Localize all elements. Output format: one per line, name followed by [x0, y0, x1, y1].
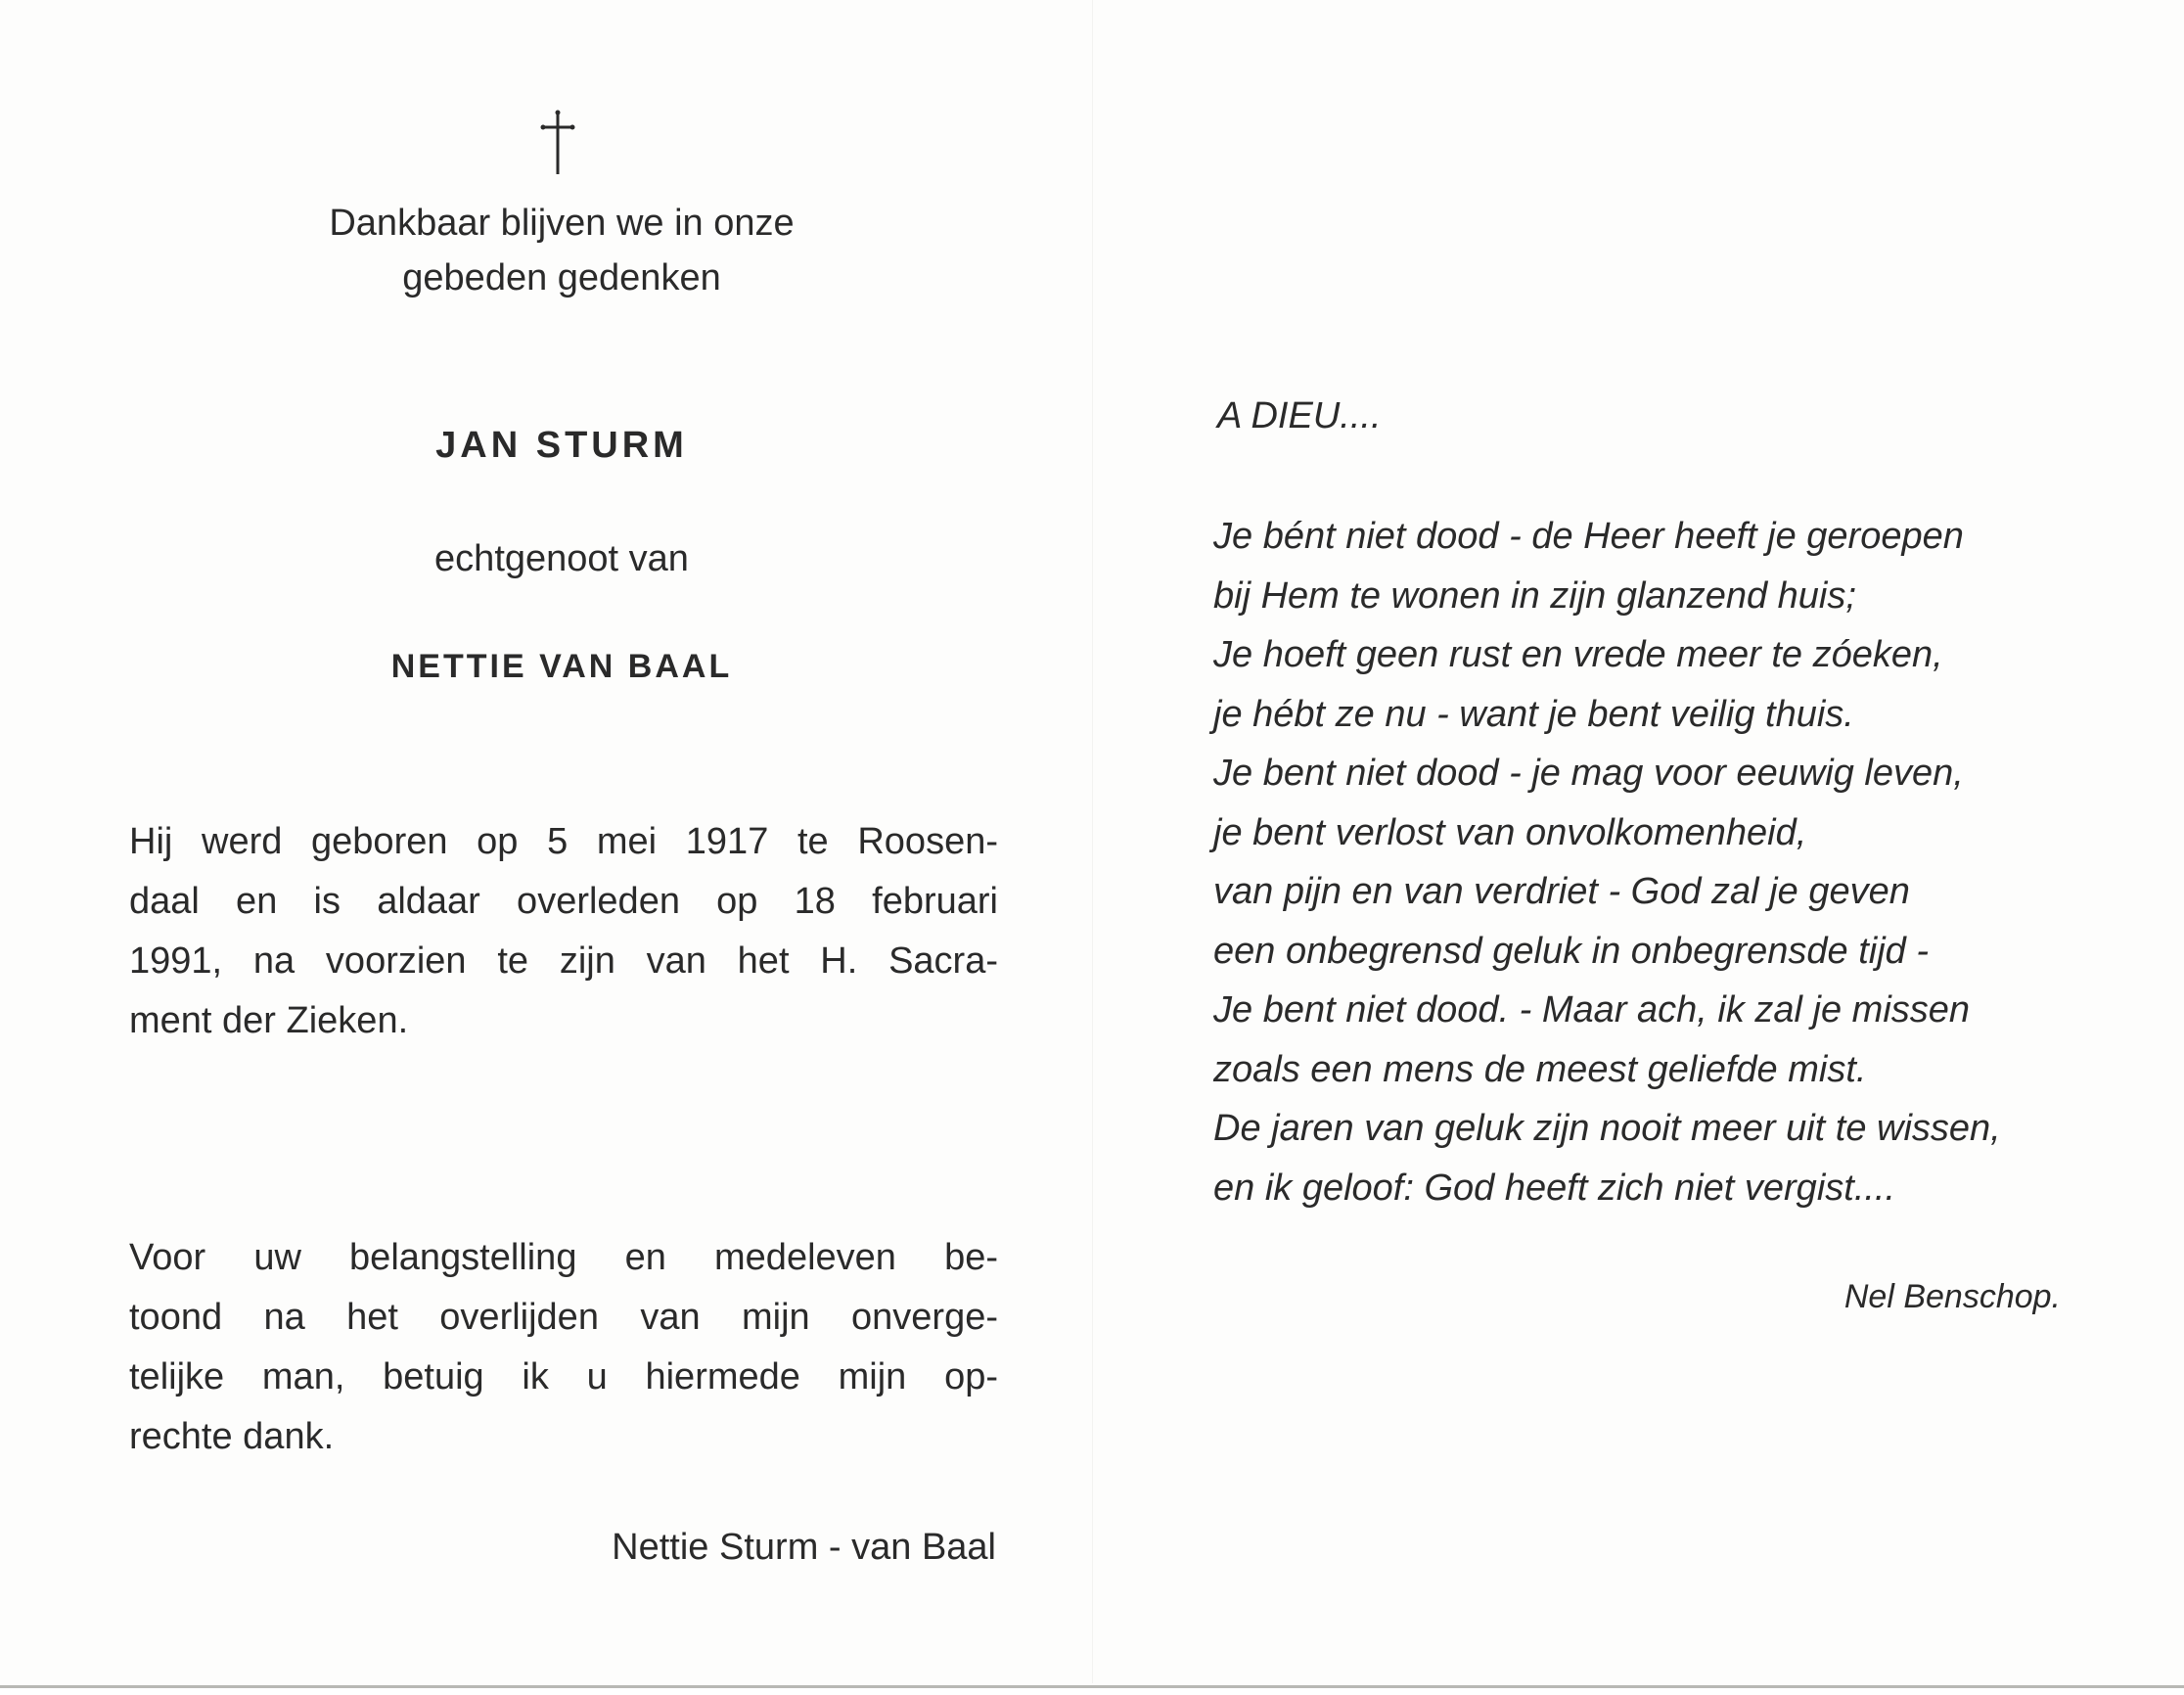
poem-title: A DIEU....: [1217, 395, 1382, 436]
dedication-line: gebeden gedenken: [402, 257, 721, 298]
poem-line: en ik geloof: God heeft zich niet vergist....: [1213, 1167, 1896, 1209]
right-panel: [1213, 0, 2074, 1664]
card-bottom-edge: [0, 1685, 2184, 1688]
bio-line: Hij werd geboren op 5 mei 1917 te Roosen-: [129, 821, 998, 862]
poem-author: Nel Benschop.: [1843, 1278, 2061, 1315]
thanks-line: telijke man, betuig ik u hiermede mijn op-: [129, 1356, 998, 1397]
poem-line: je bent verlost van onvolkomenheid,: [1213, 811, 1807, 853]
thanks-line: Voor uw belangstelling en medeleven be-: [129, 1237, 998, 1278]
thanks-line: toond na het overlijden van mijn onverge-: [129, 1297, 998, 1338]
bio-line: daal en is aldaar overleden op 18 februari: [129, 881, 998, 922]
dedication-line: Dankbaar blijven we in onze: [329, 203, 795, 244]
poem-line: een onbegrensd geluk in onbegrensde tijd -: [1213, 930, 1929, 972]
poem-line: zoals een mens de meest geliefde mist.: [1213, 1048, 1867, 1090]
poem-line: De jaren van geluk zijn nooit meer uit te wissen,: [1213, 1108, 2001, 1149]
dedication-text: [127, 196, 996, 305]
poem-line: Je bent niet dood. - Maar ach, ik zal je missen: [1213, 989, 1971, 1031]
thanks-paragraph: [129, 1228, 998, 1467]
poem-line: Je bent niet dood - je mag voor eeuwig leven,: [1213, 753, 1964, 794]
relation-label: echtgenoot van: [434, 538, 689, 579]
bio-line: 1991, na voorzien te zijn van het H. Sacra-: [129, 940, 998, 982]
cross-icon: [538, 110, 577, 178]
poem-line: van pijn en van verdriet - God zal je geven: [1213, 871, 1910, 912]
bio-line: ment der Zieken.: [129, 1000, 409, 1041]
poem-line: je hébt ze nu - want je bent veilig thuis.: [1213, 693, 1854, 735]
poem-line: Je bént niet dood - de Heer heeft je geroepen: [1213, 516, 1964, 557]
thanks-line: rechte dank.: [129, 1416, 335, 1457]
biography-paragraph: [129, 812, 998, 1051]
deceased-name: JAN STURM: [435, 425, 688, 466]
signature: Nettie Sturm - van Baal: [612, 1527, 996, 1568]
poem-line: bij Hem te wonen in zijn glanzend huis;: [1213, 574, 1856, 617]
poem-line: Je hoeft geen rust en vrede meer te zóeken,: [1213, 634, 1943, 675]
left-panel: [127, 0, 996, 1664]
card-fold-line: [1092, 0, 1093, 1683]
poem: [1213, 507, 2074, 1217]
spouse-name: NETTIE VAN BAAL: [390, 648, 733, 685]
